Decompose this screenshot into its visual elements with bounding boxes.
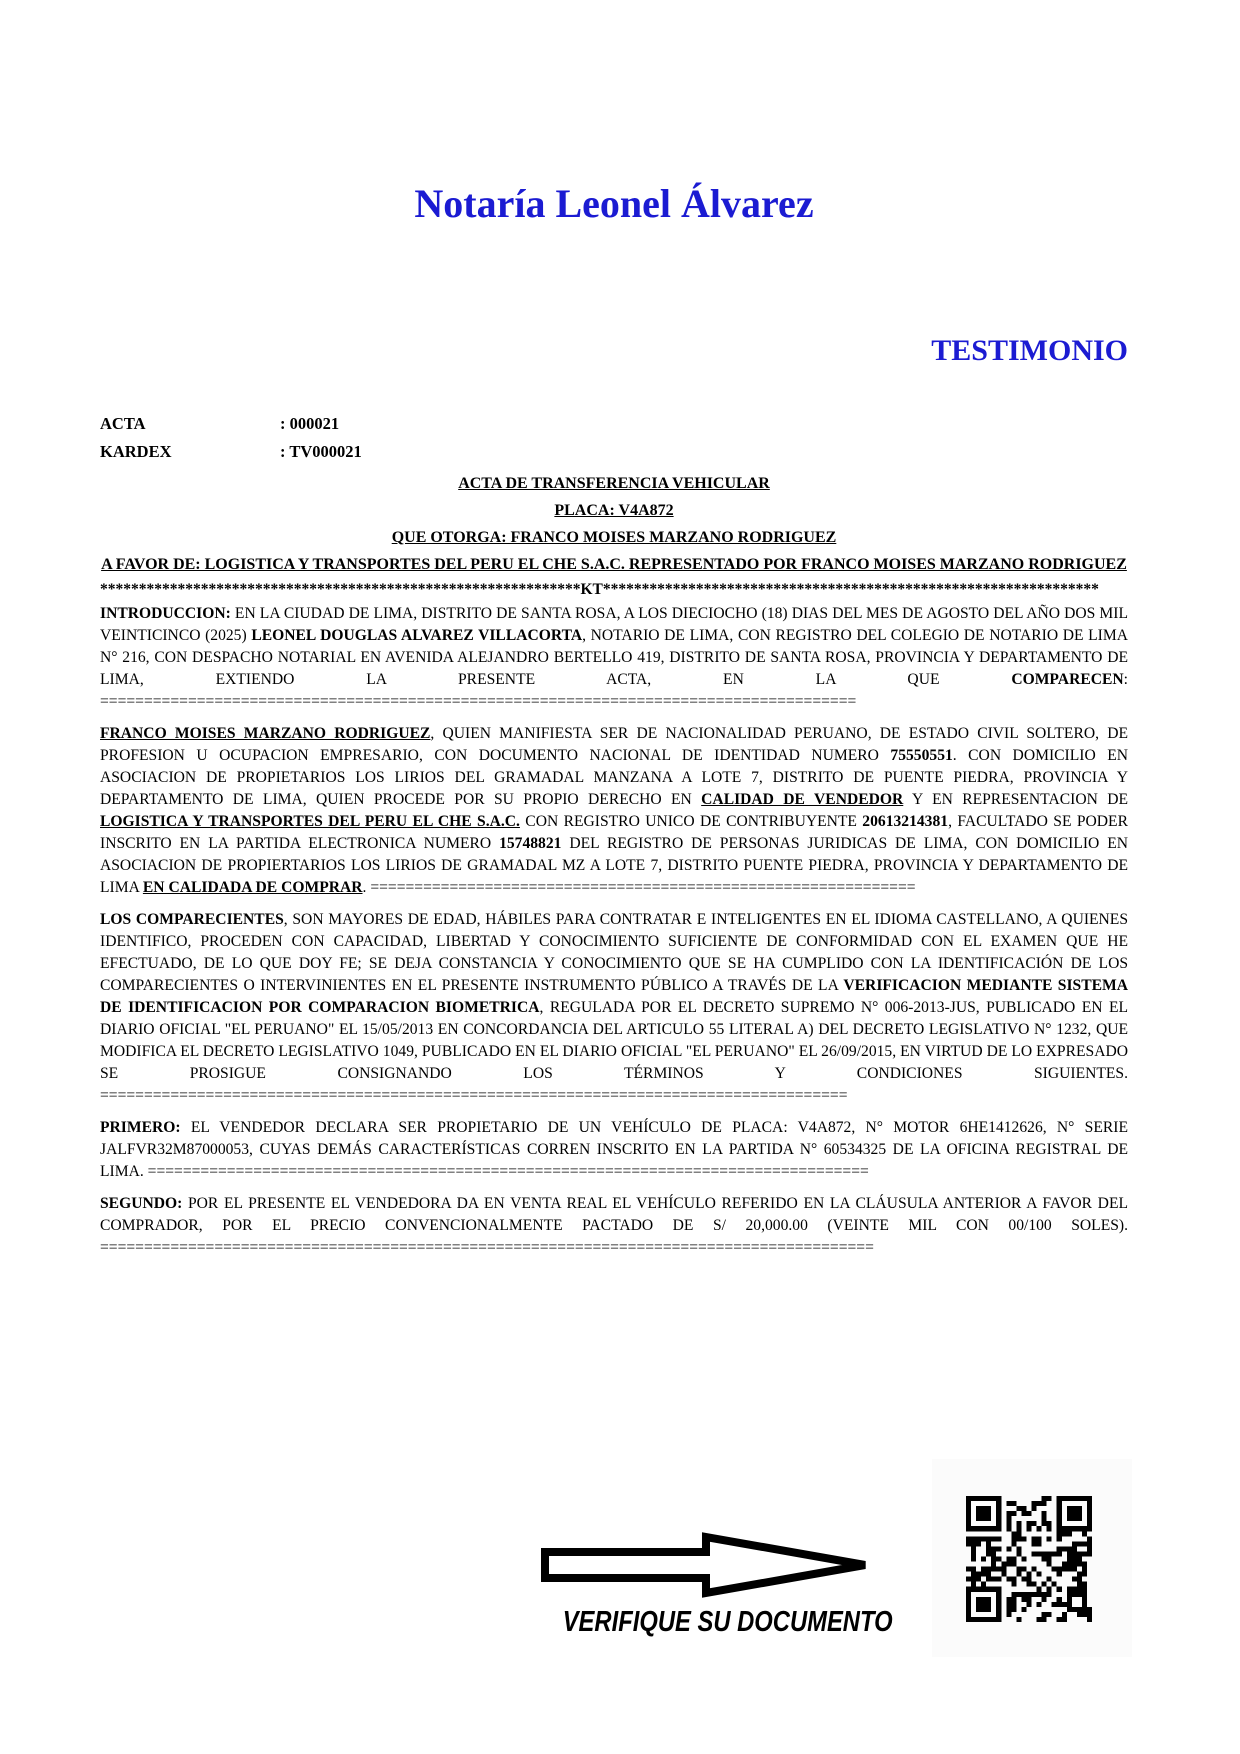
text-segment: ============================================================== (370, 879, 916, 896)
text-segment: LEONEL DOUGLAS ALVAREZ VILLACORTA (251, 627, 583, 644)
text-segment: 15748821 (499, 835, 562, 852)
acta-label: ACTA (100, 414, 146, 433)
text-segment: FRANCO MOISES MARZANO RODRIGUEZ (100, 725, 431, 742)
doc-headings (100, 470, 1128, 578)
text-segment: 75550551 (890, 747, 953, 764)
doc-type-label: TESTIMONIO (931, 334, 1128, 367)
text-segment: LOGISTICA Y TRANSPORTES DEL PERU EL CHE S.A.C. (100, 813, 520, 830)
arrow-right-icon (541, 1532, 871, 1598)
kardex-row (100, 438, 1128, 466)
text-segment: CALIDAD DE VENDEDOR (701, 791, 904, 808)
document-body (100, 410, 1128, 1269)
paragraph-comparecientes (100, 909, 1128, 1107)
text-segment: , REGULADA POR EL DECRETO SUPREMO N° 006-2013-JUS, PUBLICADO EN EL DIARIO OFICIAL "EL PERUANO" EL 15/05/2013 EN CONCORDANCIA DEL ARTICULO 55 LITERAL A) DEL DECRETO LEGISLATIVO N° 1232, QUE MODIFICA EL DECRETO LEGISLATIVO 1049, PUBLICADO EN EL DIARIO OFICIAL "EL PERUANO" EL 26/09/2015, EN VIRTUD DE LO EXPRESADO SE PROSIGUE CONSIGNANDO LOS TÉRMINOS Y CONDICIONES SIGUIENTES. (100, 999, 1128, 1082)
text-segment: LOS COMPARECIENTES (100, 911, 284, 928)
acta-row (100, 410, 1128, 438)
notary-title: Notaría Leonel Álvarez (414, 181, 814, 226)
verify-document-label: VERIFIQUE SU DOCUMENTO (562, 1606, 893, 1638)
text-segment: INTRODUCCION: (100, 605, 231, 622)
heading-placa: PLACA: V4A872 (554, 502, 674, 519)
kardex-label: KARDEX (100, 442, 172, 461)
text-segment: CON REGISTRO UNICO DE CONTRIBUYENTE (519, 813, 863, 830)
text-segment: . CON DOMICILIO EN ASOCIACION DE PROPIETARIOS LOS LIRIOS DEL GRAMADAL MANZANA A LOTE 7, DISTRITO DE PUENTE PIEDRA, PROVINCIA Y DEPARTAMENTO DE LIMA, QUIEN PROCEDE POR SU PROPIO DERECHO EN (100, 747, 1128, 808)
heading-acta-transferencia: ACTA DE TRANSFERENCIA VEHICULAR (458, 475, 770, 492)
paragraph-primero (100, 1117, 1128, 1183)
text-segment: EN LA CIUDAD DE LIMA, DISTRITO DE SANTA ROSA, A LOS DIECIOCHO (18) DIAS DEL MES DE AGOSTO DEL AÑO DOS MIL VEINTICINCO (2025) (100, 605, 1128, 644)
asterisk-separator: **************************************************************KT**************************************************************** (100, 581, 1099, 598)
text-segment: ====================================================================================== (100, 693, 857, 710)
paragraph-segundo (100, 1193, 1128, 1259)
heading-beneficiario: A FAVOR DE: LOGISTICA Y TRANSPORTES DEL PERU EL CHE S.A.C. REPRESENTADO POR FRANCO MOISES MARZANO RODRIGUEZ (101, 556, 1127, 573)
text-segment: EN CALIDADA DE COMPRAR (142, 879, 363, 896)
text-segment: POR EL PRESENTE EL VENDEDORA DA EN VENTA REAL EL VEHÍCULO REFERIDO EN LA CLÁUSULA ANTERIOR A FAVOR DEL COMPRADOR, POR EL PRECIO CONVENCIONALMENTE PACTADO DE S/ 20,000.00 (VEINTE MIL CON 00/100 SOLES). (100, 1195, 1128, 1234)
paragraph-vendedor (100, 723, 1128, 899)
acta-value: : 000021 (280, 414, 340, 433)
text-segment: PRIMERO: (100, 1119, 181, 1136)
text-segment: : (1123, 671, 1128, 688)
text-segment: , SON MAYORES DE EDAD, HÁBILES PARA CONTRATAR E INTELIGENTES EN EL IDIOMA CASTELLANO, A QUIENES IDENTIFICO, PROCEDEN CON CAPACIDAD, LIBERTAD Y CONOCIMIENTO SUFICIENTE DE CONFORMIDAD CON EL EXAMEN QUE HE EFECTUADO, DE LO QUE DOY FE; SE DEJA CONSTANCIA Y CONOCIMIENTO QUE SE HA CUMPLIDO CON LA IDENTIFICACIÓN DE LOS COMPARECIENTES O INTERVINIENTES EN EL PRESENTE INSTRUMENTO PÚBLICO A TRAVÉS DE LA (100, 911, 1129, 994)
text-segment: , NOTARIO DE LIMA, CON REGISTRO DEL COLEGIO DE NOTARIO DE LIMA N° 216, CON DESPACHO NOTARIAL EN AVENIDA ALEJANDRO BERTELLO 419, DISTRITO DE SANTA ROSA, PROVINCIA Y DEPARTAMENTO DE LIMA, EXTIENDO LA PRESENTE ACTA, EN LA QUE (100, 627, 1128, 688)
text-segment: Y EN REPRESENTACION DE (903, 791, 1128, 808)
text-segment: COMPARECEN (1011, 671, 1124, 688)
text-segment: 20613214381 (862, 813, 949, 830)
paragraph-introduccion (100, 603, 1128, 713)
text-segment: ===================================================================================== (100, 1087, 848, 1104)
text-segment: . (362, 879, 371, 896)
qr-code-icon (966, 1496, 1092, 1622)
text-segment: ================================================================================== (147, 1163, 869, 1180)
kardex-value: : TV000021 (280, 442, 362, 461)
text-segment: VERIFICACION MEDIANTE SISTEMA DE IDENTIFICACION POR COMPARACION BIOMETRICA (100, 977, 1128, 1016)
text-segment: , FACULTADO SE PODER INSCRITO EN LA PARTIDA ELECTRONICA NUMERO (100, 813, 1128, 852)
text-segment: EL VENDEDOR DECLARA SER PROPIETARIO DE UN VEHÍCULO DE PLACA: V4A872, N° MOTOR 6HE1412626, N° SERIE JALFVR32M87000053, CUYAS DEMÁS CARACTERÍSTICAS CORREN INSCRITO EN LA PARTIDA N° 60534325 DE LA OFICINA REGISTRAL DE LIMA. (100, 1119, 1128, 1180)
text-segment: DEL REGISTRO DE PERSONAS JURIDICAS DE LIMA, CON DOMICILIO EN ASOCIACION DE PROPIERTARIOS LOS LIRIOS DE GRAMADAL MZ A LOTE 7, DISTRITO PUENTE PIEDRA, PROVINCIA Y DEPARTAMENTO DE LIMA (100, 835, 1128, 896)
text-segment: , QUIEN MANIFIESTA SER DE NACIONALIDAD PERUANO, DE ESTADO CIVIL SOLTERO, DE PROFESION U OCUPACION EMPRESARIO, CON DOCUMENTO NACIONAL DE IDENTIDAD NUMERO (100, 725, 1128, 764)
text-segment: ======================================================================================== (100, 1239, 874, 1256)
heading-otorgante: QUE OTORGA: FRANCO MOISES MARZANO RODRIGUEZ (391, 529, 837, 546)
text-segment: SEGUNDO: (100, 1195, 183, 1212)
